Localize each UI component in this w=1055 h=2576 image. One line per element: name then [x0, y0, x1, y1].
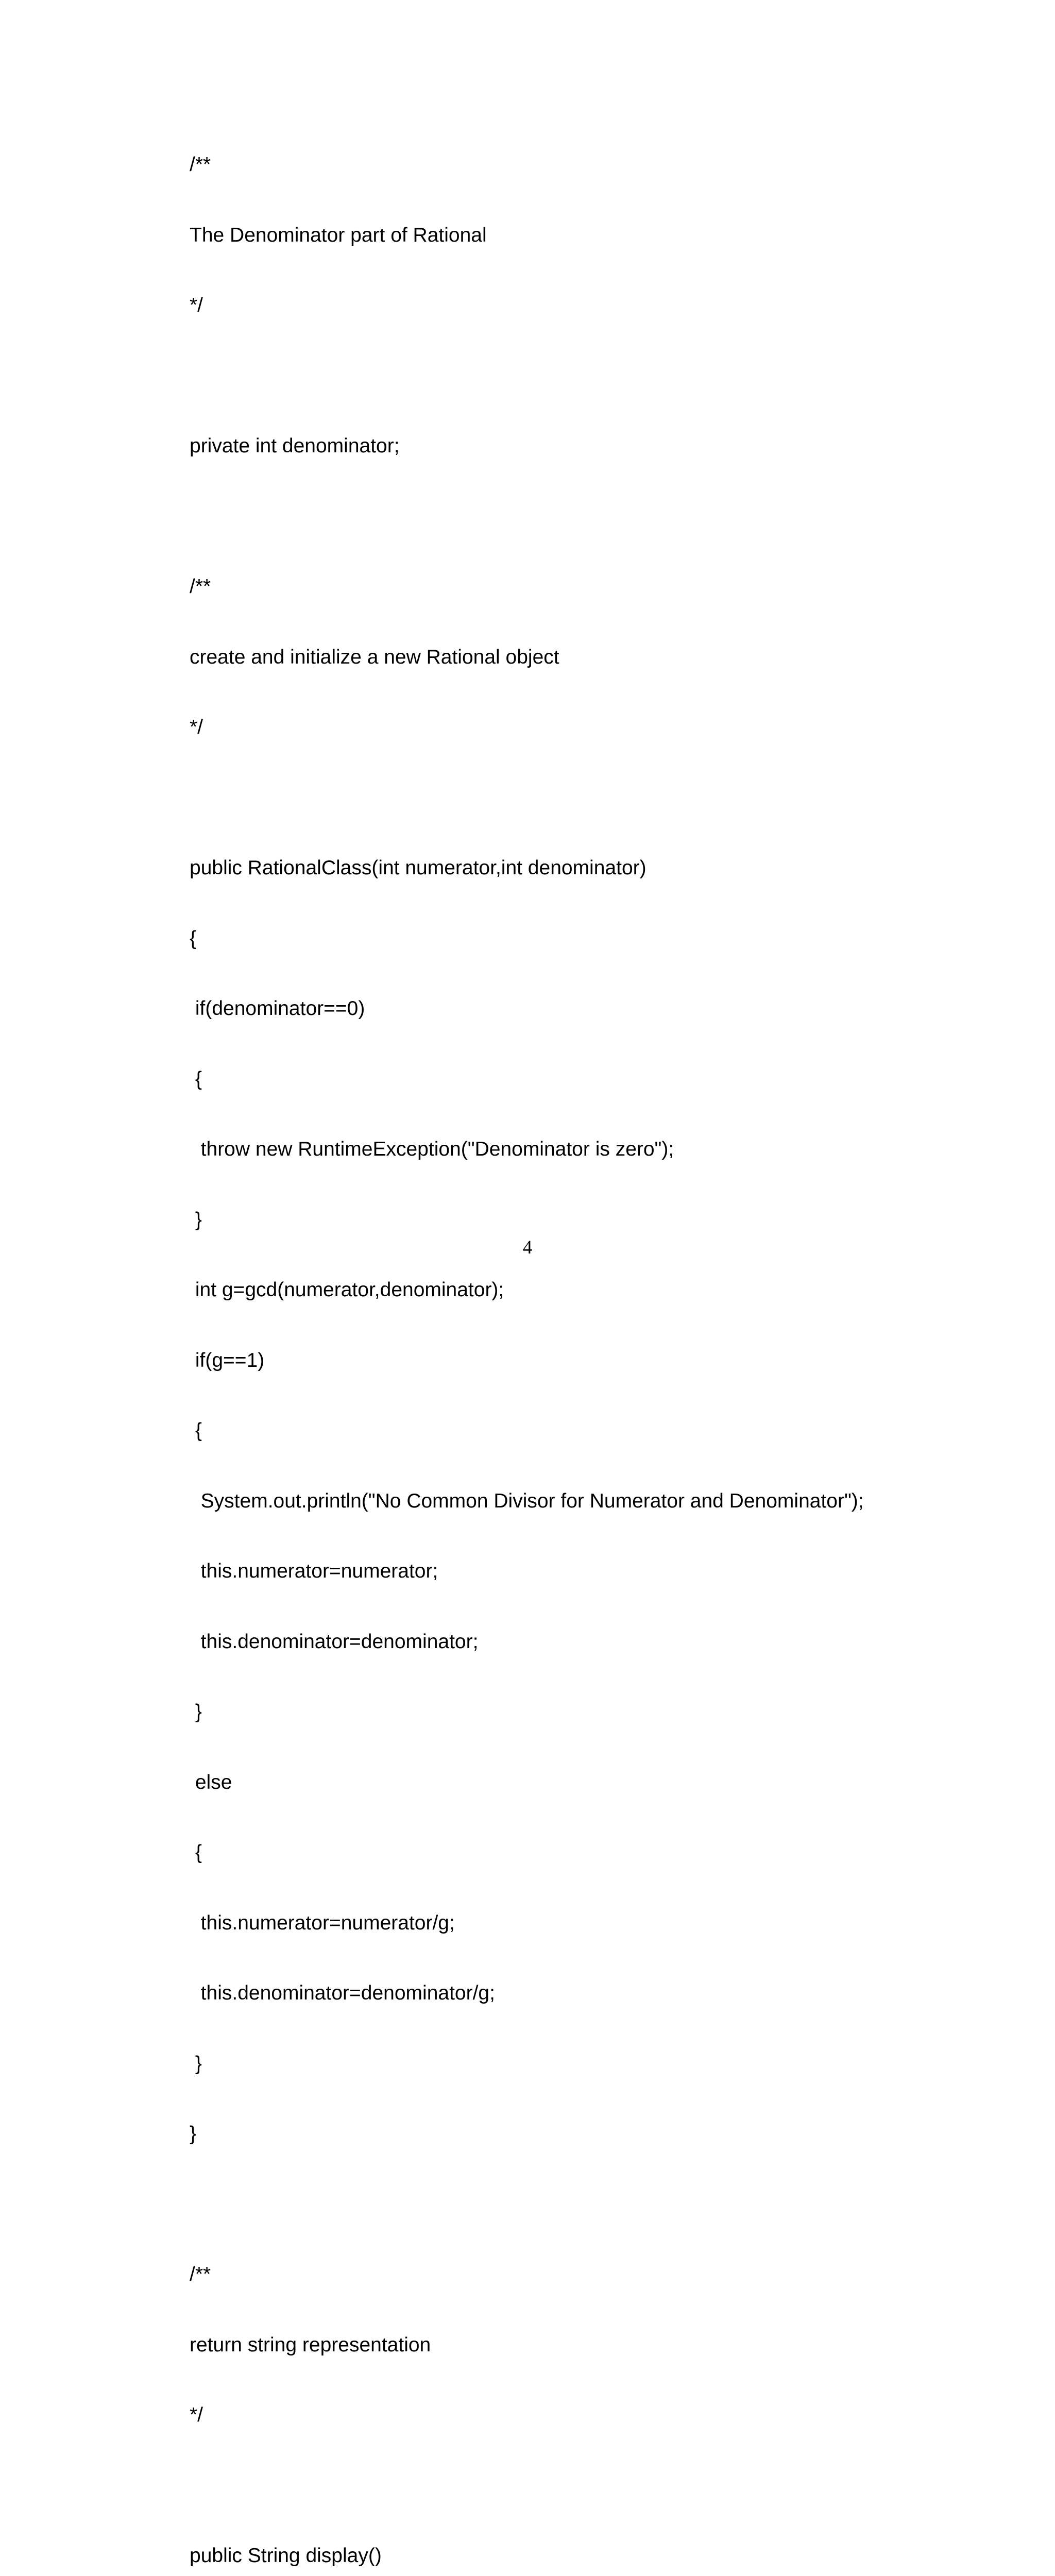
code-line: } [190, 1701, 202, 1723]
code-line: this.denominator=denominator/g; [190, 1982, 495, 2004]
code-line: { [190, 1067, 202, 1090]
code-listing [190, 106, 1003, 2576]
code-line: */ [190, 2404, 203, 2426]
code-line: throw new RuntimeException("Denominator is zero"); [190, 1138, 674, 1160]
code-line: /** [190, 154, 211, 176]
code-line: } [190, 2052, 202, 2075]
code-line: { [190, 927, 197, 950]
code-line: /** [190, 575, 211, 598]
code-line: create and initialize a new Rational object [190, 646, 559, 668]
code-line: int g=gcd(numerator,denominator); [190, 1279, 504, 1301]
code-line: */ [190, 716, 203, 738]
code-line: private int denominator; [190, 435, 400, 457]
code-line: The Denominator part of Rational [190, 224, 487, 246]
code-line: */ [190, 294, 203, 316]
code-line: if(g==1) [190, 1349, 265, 1371]
code-line: this.numerator=numerator; [190, 1560, 438, 1582]
code-line: { [190, 1841, 202, 1863]
code-line: if(denominator==0) [190, 997, 365, 1020]
code-line [190, 364, 1003, 388]
code-line: /** [190, 2263, 211, 2285]
code-line: this.denominator=denominator; [190, 1630, 479, 1653]
code-line: System.out.println("No Common Divisor for Numerator and Denominator"); [190, 1489, 864, 1512]
code-line: this.numerator=numerator/g; [190, 1911, 455, 1934]
code-line: else [190, 1771, 232, 1793]
code-line: } [190, 1208, 202, 1231]
code-line: public RationalClass(int numerator,int denominator) [190, 857, 646, 879]
code-line [190, 505, 1003, 529]
code-line: public String display() [190, 2545, 382, 2567]
page-number: 4 [522, 1237, 533, 1258]
code-line: } [190, 2123, 197, 2145]
code-line [190, 2193, 1003, 2216]
code-line [190, 786, 1003, 810]
code-line [190, 2474, 1003, 2498]
code-line: return string representation [190, 2333, 431, 2356]
code-line: { [190, 1419, 202, 1442]
